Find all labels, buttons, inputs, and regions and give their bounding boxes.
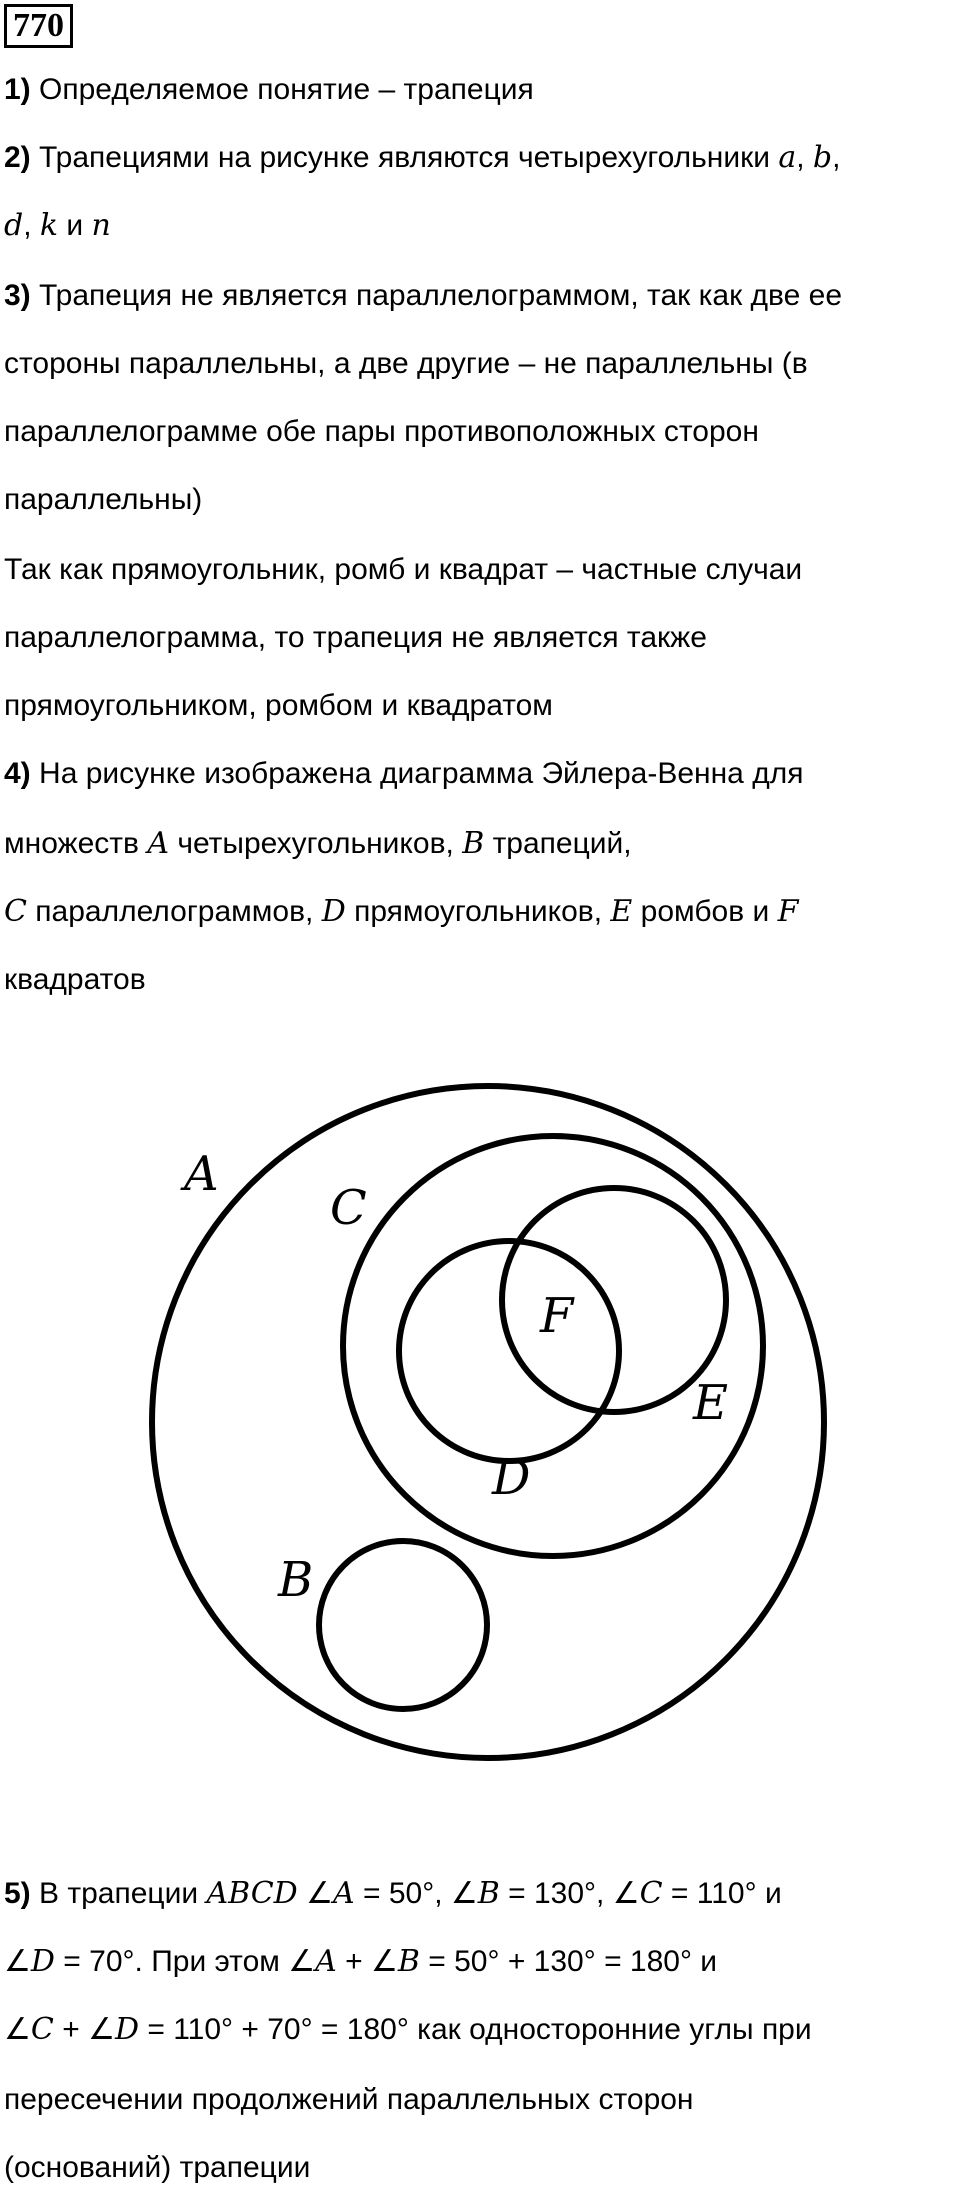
math-symbol: C xyxy=(639,1876,663,1911)
text-segment: пересечении продолжений параллельных сторон xyxy=(4,2083,694,2116)
text-line xyxy=(4,550,802,590)
text-line xyxy=(4,1942,717,1982)
math-symbol: a xyxy=(778,140,797,175)
label-d: D xyxy=(492,1450,531,1506)
text-segment: Трапециями на рисунке являются четырехугольники xyxy=(30,141,779,174)
text-segment: ∠ xyxy=(4,2013,31,2046)
text-segment: = 110° и xyxy=(662,1877,782,1910)
math-symbol: C xyxy=(30,2012,54,2047)
math-symbol: B xyxy=(462,826,485,861)
text-segment: ∠ xyxy=(297,1877,333,1910)
item-number: 5) xyxy=(4,1877,31,1910)
text-line xyxy=(4,138,840,178)
text-line xyxy=(4,892,798,932)
item-number: 4) xyxy=(4,757,31,790)
text-line xyxy=(4,480,202,520)
text-segment: Так как прямоугольник, ромб и квадрат – частные случаи xyxy=(4,553,803,586)
label-b: B xyxy=(278,1552,314,1608)
math-symbol: k xyxy=(39,208,59,243)
euler-venn-diagram xyxy=(0,1070,960,1830)
text-segment: прямоугольником, ромбом и квадратом xyxy=(4,689,553,722)
text-line xyxy=(4,1874,782,1914)
label-f: F xyxy=(540,1288,574,1344)
math-symbol: A xyxy=(332,1876,355,1911)
text-segment: и xyxy=(58,209,92,242)
text-segment: , xyxy=(23,209,40,242)
text-segment: В трапеции xyxy=(30,1877,207,1910)
text-line xyxy=(4,206,111,246)
text-line xyxy=(4,412,759,452)
math-symbol: C xyxy=(4,894,27,929)
text-segment: трапеций, xyxy=(484,827,632,860)
text-line xyxy=(4,618,707,658)
label-e: E xyxy=(693,1375,729,1431)
text-line xyxy=(4,754,803,794)
item-number: 1) xyxy=(4,73,31,106)
math-symbol: F xyxy=(777,894,799,929)
text-segment: = 70°. При этом ∠ xyxy=(54,1945,316,1978)
text-line xyxy=(4,2010,812,2050)
math-symbol: n xyxy=(91,208,111,243)
math-symbol: A xyxy=(315,1944,337,1979)
math-symbol: D xyxy=(30,1944,55,1979)
problem-number: 770 xyxy=(4,4,73,48)
text-segment: Трапеция не является параллелограммом, так как две ее xyxy=(30,279,843,312)
text-line xyxy=(4,2148,310,2188)
text-line xyxy=(4,276,842,316)
math-symbol: B xyxy=(397,1944,420,1979)
set-c-circle xyxy=(343,1136,763,1556)
text-segment: На рисунке изображена диаграмма Эйлера-Венна для xyxy=(30,757,804,790)
set-d-circle xyxy=(399,1241,619,1461)
text-line xyxy=(4,344,808,384)
math-symbol: b xyxy=(812,140,833,175)
text-segment: прямоугольников, xyxy=(345,895,611,928)
text-segment: = 50° + 130° = 180° и xyxy=(419,1945,718,1978)
text-segment: параллелограмме обе пары противоположных сторон xyxy=(4,415,759,448)
label-a: A xyxy=(184,1146,219,1202)
text-segment: (оснований) трапеции xyxy=(4,2151,311,2184)
text-segment: стороны параллельны, а две другие – не параллельны (в xyxy=(4,347,808,380)
item-number: 3) xyxy=(4,279,31,312)
text-line xyxy=(4,686,553,726)
text-line xyxy=(4,2080,694,2120)
text-segment: Определяемое понятие – трапеция xyxy=(30,73,534,106)
text-segment: множеств xyxy=(4,827,148,860)
math-symbol: d xyxy=(4,208,24,243)
text-segment: , xyxy=(796,141,813,174)
text-segment: = 50°, ∠ xyxy=(354,1877,478,1910)
text-segment: , xyxy=(832,141,841,174)
set-b-circle xyxy=(319,1541,487,1709)
text-line xyxy=(4,70,534,110)
math-symbol: B xyxy=(477,1876,500,1911)
math-symbol: D xyxy=(321,894,346,929)
text-segment: + ∠ xyxy=(53,2013,115,2046)
text-segment: параллелограммов, xyxy=(26,895,322,928)
label-c: C xyxy=(330,1180,367,1236)
text-segment: = 130°, ∠ xyxy=(499,1877,640,1910)
math-symbol: ABCD xyxy=(206,1876,298,1911)
math-symbol: D xyxy=(114,2012,140,2047)
text-segment: квадратов xyxy=(4,963,146,996)
text-segment: параллельны) xyxy=(4,483,203,516)
math-symbol: E xyxy=(610,894,633,929)
text-segment: ромбов и xyxy=(632,895,778,928)
text-segment: параллелограмма, то трапеция не является также xyxy=(4,621,707,654)
text-segment: = 110° + 70° = 180° как односторонние углы при xyxy=(139,2013,812,2046)
item-number: 2) xyxy=(4,141,31,174)
text-line xyxy=(4,960,146,1000)
text-line xyxy=(4,824,632,864)
text-segment: + ∠ xyxy=(336,1945,398,1978)
text-segment: ∠ xyxy=(4,1945,31,1978)
math-symbol: A xyxy=(147,826,169,861)
text-segment: четырехугольников, xyxy=(168,827,463,860)
